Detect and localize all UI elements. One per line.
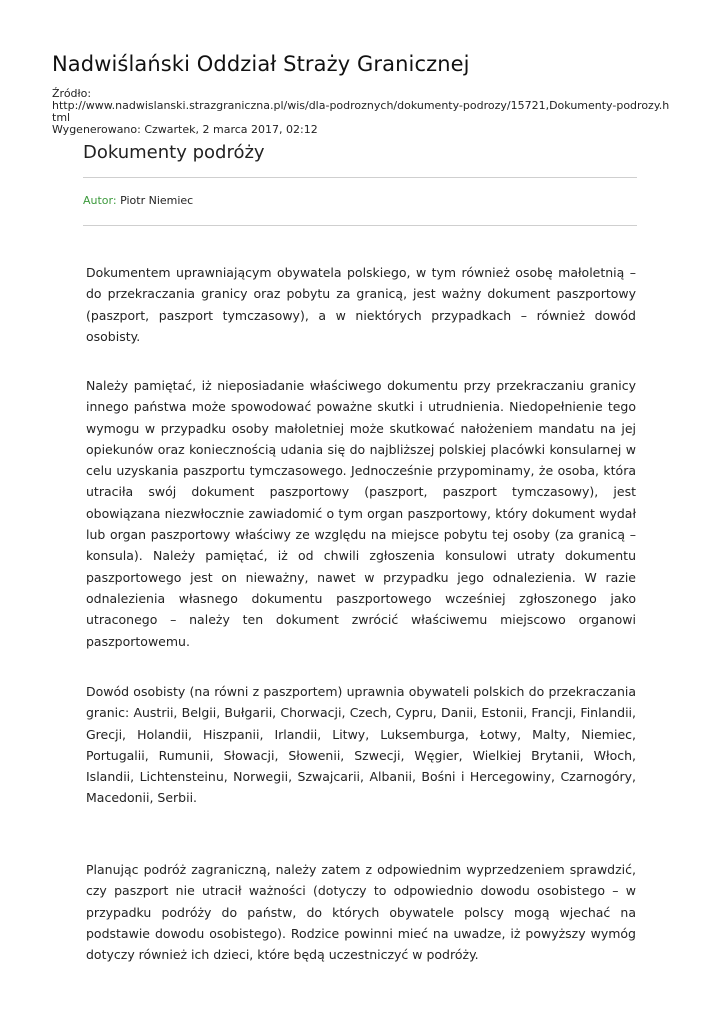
article-paragraph — [86, 859, 636, 965]
site-title: Nadwiślański Oddział Straży Granicznej — [52, 52, 470, 76]
title-divider — [83, 177, 637, 178]
author-divider — [83, 225, 637, 226]
paragraph-text: Należy pamiętać, iż nieposiadanie właściwego dokumentu przy przekraczaniu granicy innego państwa może spowodować poważne skutki i utrudnienia. Niedopełnienie tego wymogu w przypadku osoby małoletniej może skutkować nałożeniem mandatu na jej opiekunów oraz koniecznością udania się do najbliższej polskiej placówki konsularnej w celu uzyskania paszportu tymczasowego. Jednocześnie przypominamy, że osoba, która utraciła swój dokument paszportowy (paszport, paszport tymczasowy), jest obowiązana niezwłocznie zawiadomić o tym organ paszportowy, który dokument wydał lub organ paszportowy właściwy ze względu na miejsce pobytu tej osoby (za granicą – konsula). Należy pamiętać, iż od chwili zgłoszenia konsulowi utraty dokumentu paszportowego jest on nieważny, nawet w przypadku jego odnalezienia. W razie odnalezienia własnego dokumentu paszportowego wcześniej zgłoszonego jako utraconego – należy ten dokument zwrócić właściwemu miejscowo organowi paszportowemu. — [86, 378, 636, 649]
article-paragraph — [86, 262, 636, 347]
source-meta — [52, 88, 672, 136]
paragraph-text: Planując podróż zagraniczną, należy zatem z odpowiednim wyprzedzeniem sprawdzić, czy paszport nie utracił ważności (dotyczy to odpowiednio dowodu osobistego – w przypadku podróży do państw, do których obywatele polscy mogą wjechać na podstawie dowodu osobistego). Rodzice powinni mieć na uwadze, iż powyższy wymóg dotyczy również ich dzieci, które będą uczestniczyć w podróży. — [86, 862, 636, 963]
source-url[interactable]: http://www.nadwislanski.strazgraniczna.pl/wis/dla-podroznych/dokumenty-podrozy/15721,Dokumenty-podrozy.html — [52, 99, 670, 124]
article-title: Dokumenty podróży — [83, 142, 265, 163]
article-paragraph — [86, 681, 636, 809]
paragraph-text: Dokumentem uprawniającym obywatela polskiego, w tym również osobę małoletnią – do przekraczania granicy oraz pobytu za granicą, jest ważny dokument paszportowy (paszport, paszport tymczasowy), a w niektórych przypadkach – również dowód osobisty. — [86, 265, 636, 344]
author-name: Piotr Niemiec — [120, 194, 194, 207]
author-line — [83, 194, 193, 207]
source-label: Źródło: — [52, 87, 92, 100]
paragraph-text: Dowód osobisty (na równi z paszportem) uprawnia obywateli polskich do przekraczania granic: Austrii, Belgii, Bułgarii, Chorwacji, Czech, Cypru, Danii, Estonii, Francji, Finlandii, Grecji, Holandii, Hiszpanii, Irlandii, Litwy, Luksemburga, Łotwy, Malty, Niemiec, Portugalii, Rumunii, Słowacji, Słowenii, Szwecji, Węgier, Wielkiej Brytanii, Włoch, Islandii, Lichtensteinu, Norwegii, Szwajcarii, Albanii, Bośni i Hercegowiny, Czarnogóry, Macedonii, Serbii. — [86, 684, 636, 806]
author-label: Autor: — [83, 194, 117, 207]
article-paragraph — [86, 375, 636, 652]
generated-date: Wygenerowano: Czwartek, 2 marca 2017, 02:12 — [52, 123, 318, 136]
